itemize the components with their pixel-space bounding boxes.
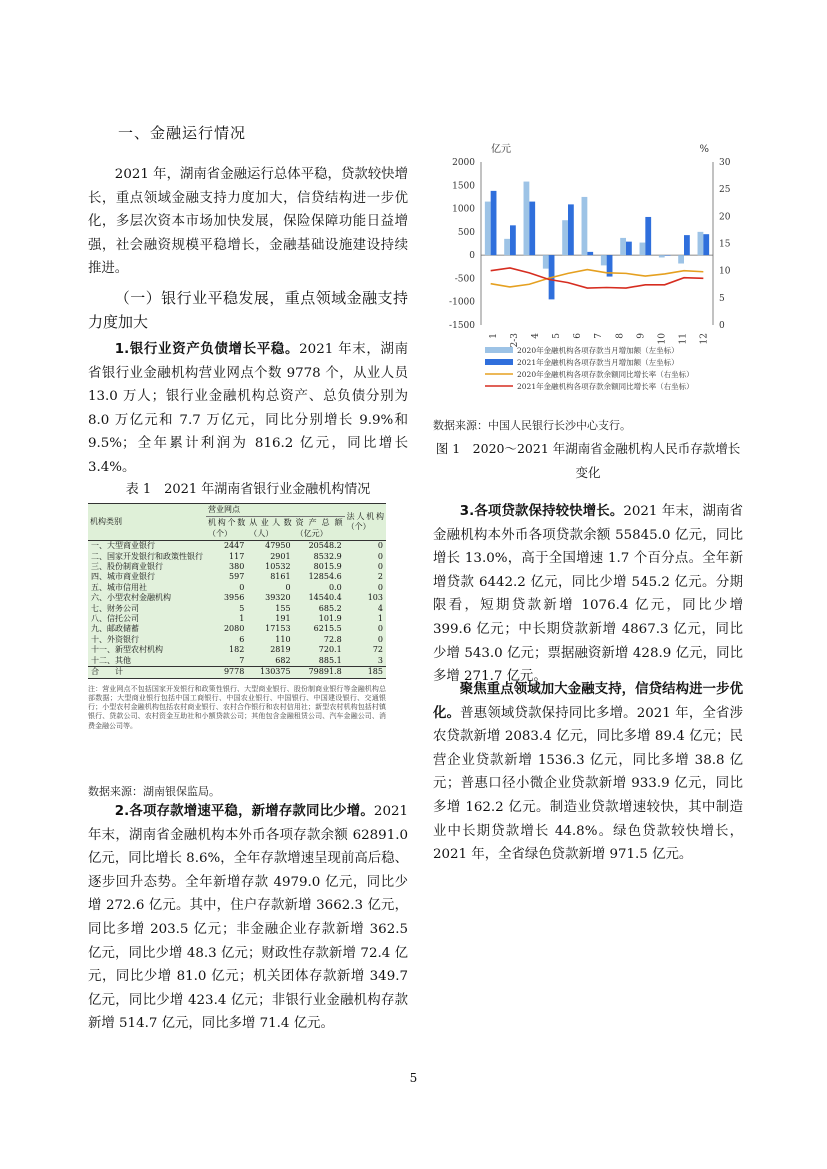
table-row-cell: 72	[345, 645, 386, 655]
table-row-cell: 九、邮政储蓄	[88, 624, 206, 634]
table-total-row-cell: 79891.8	[294, 667, 345, 678]
table-row-cell: 四、城市商业银行	[88, 572, 206, 582]
paragraph-deposits	[88, 800, 408, 1036]
bar-1	[562, 220, 568, 255]
table-row-cell: 5	[206, 604, 247, 614]
table-total-row-cell: 合 计	[88, 667, 206, 678]
bar-1	[601, 255, 607, 265]
y-tick-left: -1500	[449, 321, 475, 331]
th-assets: 资产总额（亿元）	[294, 517, 345, 541]
table-row-cell: 2447	[206, 541, 247, 552]
section-title: 一、金融运行情况	[118, 124, 247, 142]
table-row-cell: 一、大型商业银行	[88, 541, 206, 552]
table-row-cell: 8532.9	[294, 552, 345, 562]
y-tick-right: 0	[719, 321, 725, 331]
y-tick-right: 25	[719, 185, 731, 196]
table-row-cell: 0	[345, 562, 386, 572]
x-tick-label: 6	[573, 333, 584, 339]
bar-2	[665, 255, 671, 256]
th-group: 营业网点	[206, 504, 345, 517]
table-row-cell: 182	[206, 645, 247, 655]
table-row	[88, 656, 386, 667]
table-row-cell: 2819	[247, 645, 293, 655]
bar-2	[626, 242, 632, 256]
table-row-cell: 六、小型农村金融机构	[88, 593, 206, 603]
bar-1	[582, 197, 588, 255]
table-row-cell: 720.1	[294, 645, 345, 655]
table-row	[88, 614, 386, 624]
y-tick-left: 0	[469, 251, 475, 262]
table-row-cell: 五、城市信用社	[88, 583, 206, 593]
y-tick-right: 20	[719, 212, 731, 223]
table-row-cell: 八、信托公司	[88, 614, 206, 624]
legend-label: 2021年金融机构各项存款当月增加额（左坐标）	[517, 358, 679, 367]
lead-deposits: 2.各项存款增速平稳，新增存款同比少增。	[114, 804, 374, 819]
bar-2	[645, 217, 651, 255]
page-number: 5	[409, 1071, 418, 1085]
table-row-cell: 191	[247, 614, 293, 624]
table-row-cell: 十、外资银行	[88, 635, 206, 645]
table-row-cell: 0	[345, 635, 386, 645]
subsection-title: （一）银行业平稳发展，重点领域金融支持力度加大	[88, 289, 408, 331]
y-tick-left: -500	[454, 274, 475, 285]
table-row	[88, 635, 386, 645]
table-row-cell: 0	[345, 541, 386, 552]
body-loans: 2021 年末，湖南省金融机构本外币各项贷款余额 55845.0 亿元，同比增长 13.0%，高于全国增速 1.7 个百分点。全年新增贷款 6442.2 亿元，同比少增 545.2 亿元。分期限看，短期贷款新增 1076.4 亿元，同比少增 399.6 亿元；中长期贷款新增 4867.3 亿元，同比少增 543.0 亿元；票据融资新增 428.9 亿元，同比多增 271.7 亿元。	[433, 504, 743, 685]
table-row-cell: 7	[206, 656, 247, 667]
table-row-cell: 685.2	[294, 604, 345, 614]
y-tick-left: -1000	[449, 297, 475, 308]
table-row-cell: 8015.9	[294, 562, 345, 572]
x-tick-label: 5	[552, 333, 563, 339]
th-staff: 从业人数（人）	[247, 517, 293, 541]
table-total-row-cell: 9778	[206, 667, 247, 678]
table-row-cell: 12854.6	[294, 572, 345, 582]
intro-paragraph: 2021 年，湖南省金融运行总体平稳，贷款较快增长，重点领域金融支持力度加大，信贷结构进一步优化，多层次资本市场加快发展，保险保障功能日益增强，社会融资规模平稳增长，金融基础设施建设持续推进。	[88, 167, 408, 277]
table-row-cell: 39320	[247, 593, 293, 603]
y-tick-left: 1000	[452, 204, 475, 215]
series-line-1	[491, 270, 704, 287]
bank-table-wrap	[88, 503, 386, 731]
table-row	[88, 604, 386, 614]
table-row	[88, 583, 386, 593]
body-deposits: 2021 年末，湖南省金融机构本外币各项存款余额 62891.0 亿元，同比增长 8.6%，全年存款增速呈现前高后稳、逐步回升态势。全年新增存款 4979.0 亿元，同比少增 272.6 亿元。其中，住户存款新增 3662.3 亿元，同比多增 203.5 亿元；非金融企业存款新增 362.5 亿元，同比少增 48.3 亿元；财政性存款新增 72.4 亿元，同比少增 81.0 亿元；机关团体存款新增 349.7 亿元，同比少增 423.4 亿元；非银行业金融机构存款新增 514.7 亿元，同比多增 71.4 亿元。	[88, 804, 408, 1032]
body-credit-structure: 普惠领域贷款保持同比多增。2021 年，全省涉农贷款新增 2083.4 亿元，同比多增 89.4 亿元；民营企业贷款新增 1536.3 亿元，同比多增 38.8 亿元；普惠口径小微企业贷款新增 933.9 亿元，同比多增 162.2 亿元。制造业贷款增速较快，其中制造业中长期贷款增长 44.8%。绿色贷款较快增长，2021 年，全省绿色贷款新增 971.5 亿元。	[433, 705, 743, 863]
bar-2	[703, 234, 709, 255]
bar-2	[568, 204, 574, 255]
table-row-cell: 1	[345, 614, 386, 624]
bar-1	[659, 255, 665, 257]
table-row-cell: 117	[206, 552, 247, 562]
table-row	[88, 552, 386, 562]
table-row	[88, 541, 386, 552]
lead-loans: 3.各项贷款保持较快增长。	[459, 504, 624, 519]
table-row-cell: 103	[345, 593, 386, 603]
table-row-cell: 0	[345, 624, 386, 634]
table-row-cell: 4	[345, 604, 386, 614]
table-total-row	[88, 667, 386, 678]
table-row-cell: 2	[345, 572, 386, 582]
table-row-cell: 1	[206, 614, 247, 624]
table-row-cell: 三、股份制商业银行	[88, 562, 206, 572]
table-source: 数据来源：湖南银保监局。	[88, 785, 220, 798]
x-tick-label: 2-3	[509, 333, 520, 348]
table-row-cell: 885.1	[294, 656, 345, 667]
bar-1	[620, 238, 626, 255]
th-count: 机构个数（个）	[206, 517, 247, 541]
x-tick-label: 10	[657, 333, 668, 345]
bar-1	[543, 255, 549, 269]
y-tick-right: 5	[719, 293, 725, 304]
lead-banking-assets: 1.银行业资产负债增长平稳。	[114, 342, 300, 357]
legend-swatch	[485, 347, 513, 353]
table-title: 表 1 2021 年湖南省银行业金融机构情况	[125, 482, 371, 497]
bar-1	[698, 232, 704, 255]
y-axis-right-label: %	[699, 144, 709, 155]
table-row-cell: 110	[247, 635, 293, 645]
x-tick-label: 4	[530, 333, 541, 339]
th-type: 机构类别	[88, 504, 206, 541]
table-row-cell: 20548.2	[294, 541, 345, 552]
table-row-cell: 0.0	[294, 583, 345, 593]
legend-label: 2020年金融机构各项存款当月增加额（左坐标）	[517, 346, 679, 355]
body-banking-assets: 2021 年末，湖南省银行业金融机构营业网点个数 9778 个，从业人员 13.0 万人；银行业金融机构总资产、总负债分别为 8.0 万亿元和 7.7 万亿元，同比分别增长 9.9%和 9.5%；全年累计利润为 816.2 亿元，同比增长 3.4%。	[88, 342, 409, 475]
table-row-cell: 0	[345, 583, 386, 593]
table-row-cell: 380	[206, 562, 247, 572]
bar-2	[510, 225, 516, 255]
table-note: 注：营业网点不包括国家开发银行和政策性银行、大型商业银行、股份制商业银行等金融机构总部数据；大型商业银行包括中国工商银行、中国农业银行、中国银行、中国建设银行、交通银行；小型农村金融机构包括农村商业银行、农村合作银行和农村信用社；新型农村机构包括村镇银行、贷款公司、农村资金互助社和小额贷款公司；其他包含金融租赁公司、汽车金融公司、消费金融公司等。	[88, 684, 386, 730]
table-row-cell: 72.8	[294, 635, 345, 645]
x-tick-label: 11	[678, 333, 689, 345]
table-row-cell: 十二、其他	[88, 656, 206, 667]
table-total-row-cell: 130375	[247, 667, 293, 678]
deposit-chart	[433, 140, 743, 410]
y-tick-right: 15	[719, 239, 731, 250]
table-row-cell: 101.9	[294, 614, 345, 624]
table-row-cell: 0	[206, 583, 247, 593]
table-row-cell: 七、财务公司	[88, 604, 206, 614]
x-tick-label: 9	[636, 333, 647, 339]
table-row	[88, 593, 386, 603]
paragraph-loans	[433, 500, 743, 689]
y-tick-left: 1500	[452, 181, 475, 192]
table-row-cell: 0	[345, 552, 386, 562]
bar-1	[485, 202, 491, 256]
paragraph-credit-structure	[433, 678, 743, 867]
bank-table	[88, 503, 386, 679]
table-row-cell: 6215.5	[294, 624, 345, 634]
table-row-cell: 10532	[247, 562, 293, 572]
bar-2	[684, 235, 690, 255]
table-row	[88, 562, 386, 572]
x-tick-label: 12	[699, 333, 710, 345]
table-row-cell: 47950	[247, 541, 293, 552]
table-row-cell: 8161	[247, 572, 293, 582]
bar-1	[524, 182, 530, 256]
lead-credit-structure: 聚焦重点领域加大金融支持，信贷结构进一步优化。	[433, 682, 743, 721]
y-axis-left-label: 亿元	[491, 144, 511, 155]
bar-2	[491, 191, 497, 255]
table-row-cell: 3	[345, 656, 386, 667]
table-row-cell: 十一、新型农村机构	[88, 645, 206, 655]
table-row-cell: 0	[247, 583, 293, 593]
table-row-cell: 二、国家开发银行和政策性银行	[88, 552, 206, 562]
bar-1	[504, 239, 510, 255]
chart-caption: 图 1 2020～2021 年湖南省金融机构人民币存款增长变化	[435, 441, 741, 480]
table-row	[88, 624, 386, 634]
table-row-cell: 14540.4	[294, 593, 345, 603]
y-tick-right: 10	[719, 266, 731, 277]
bar-1	[678, 255, 684, 263]
y-tick-right: 30	[719, 158, 731, 168]
table-total-row-cell: 185	[345, 667, 386, 678]
table-row-cell: 597	[206, 572, 247, 582]
table-row-cell: 682	[247, 656, 293, 667]
bar-2	[529, 202, 535, 256]
bar-1	[640, 243, 646, 256]
th-legal: 法人机构（个）	[345, 504, 386, 541]
x-tick-label: 7	[594, 333, 605, 339]
table-row-cell: 2080	[206, 624, 247, 634]
legend-label: 2020年金融机构各项存款余额同比增长率（右坐标）	[517, 370, 694, 379]
x-tick-label: 1	[488, 333, 499, 339]
table-row-cell: 6	[206, 635, 247, 645]
chart-source: 数据来源：中国人民银行长沙中心支行。	[433, 419, 631, 432]
table-row-cell: 3956	[206, 593, 247, 603]
paragraph-banking-assets	[88, 338, 408, 480]
legend-label: 2021年金融机构各项存款余额同比增长率（右坐标）	[517, 382, 694, 391]
table-row-cell: 17153	[247, 624, 293, 634]
table-row-cell: 2901	[247, 552, 293, 562]
table-row	[88, 572, 386, 582]
table-row	[88, 645, 386, 655]
bank-table-body	[88, 541, 386, 678]
table-row-cell: 155	[247, 604, 293, 614]
y-tick-left: 2000	[452, 158, 475, 168]
legend-swatch	[485, 359, 513, 365]
bar-2	[587, 252, 593, 255]
y-tick-left: 500	[457, 227, 475, 238]
x-tick-label: 8	[615, 333, 626, 339]
